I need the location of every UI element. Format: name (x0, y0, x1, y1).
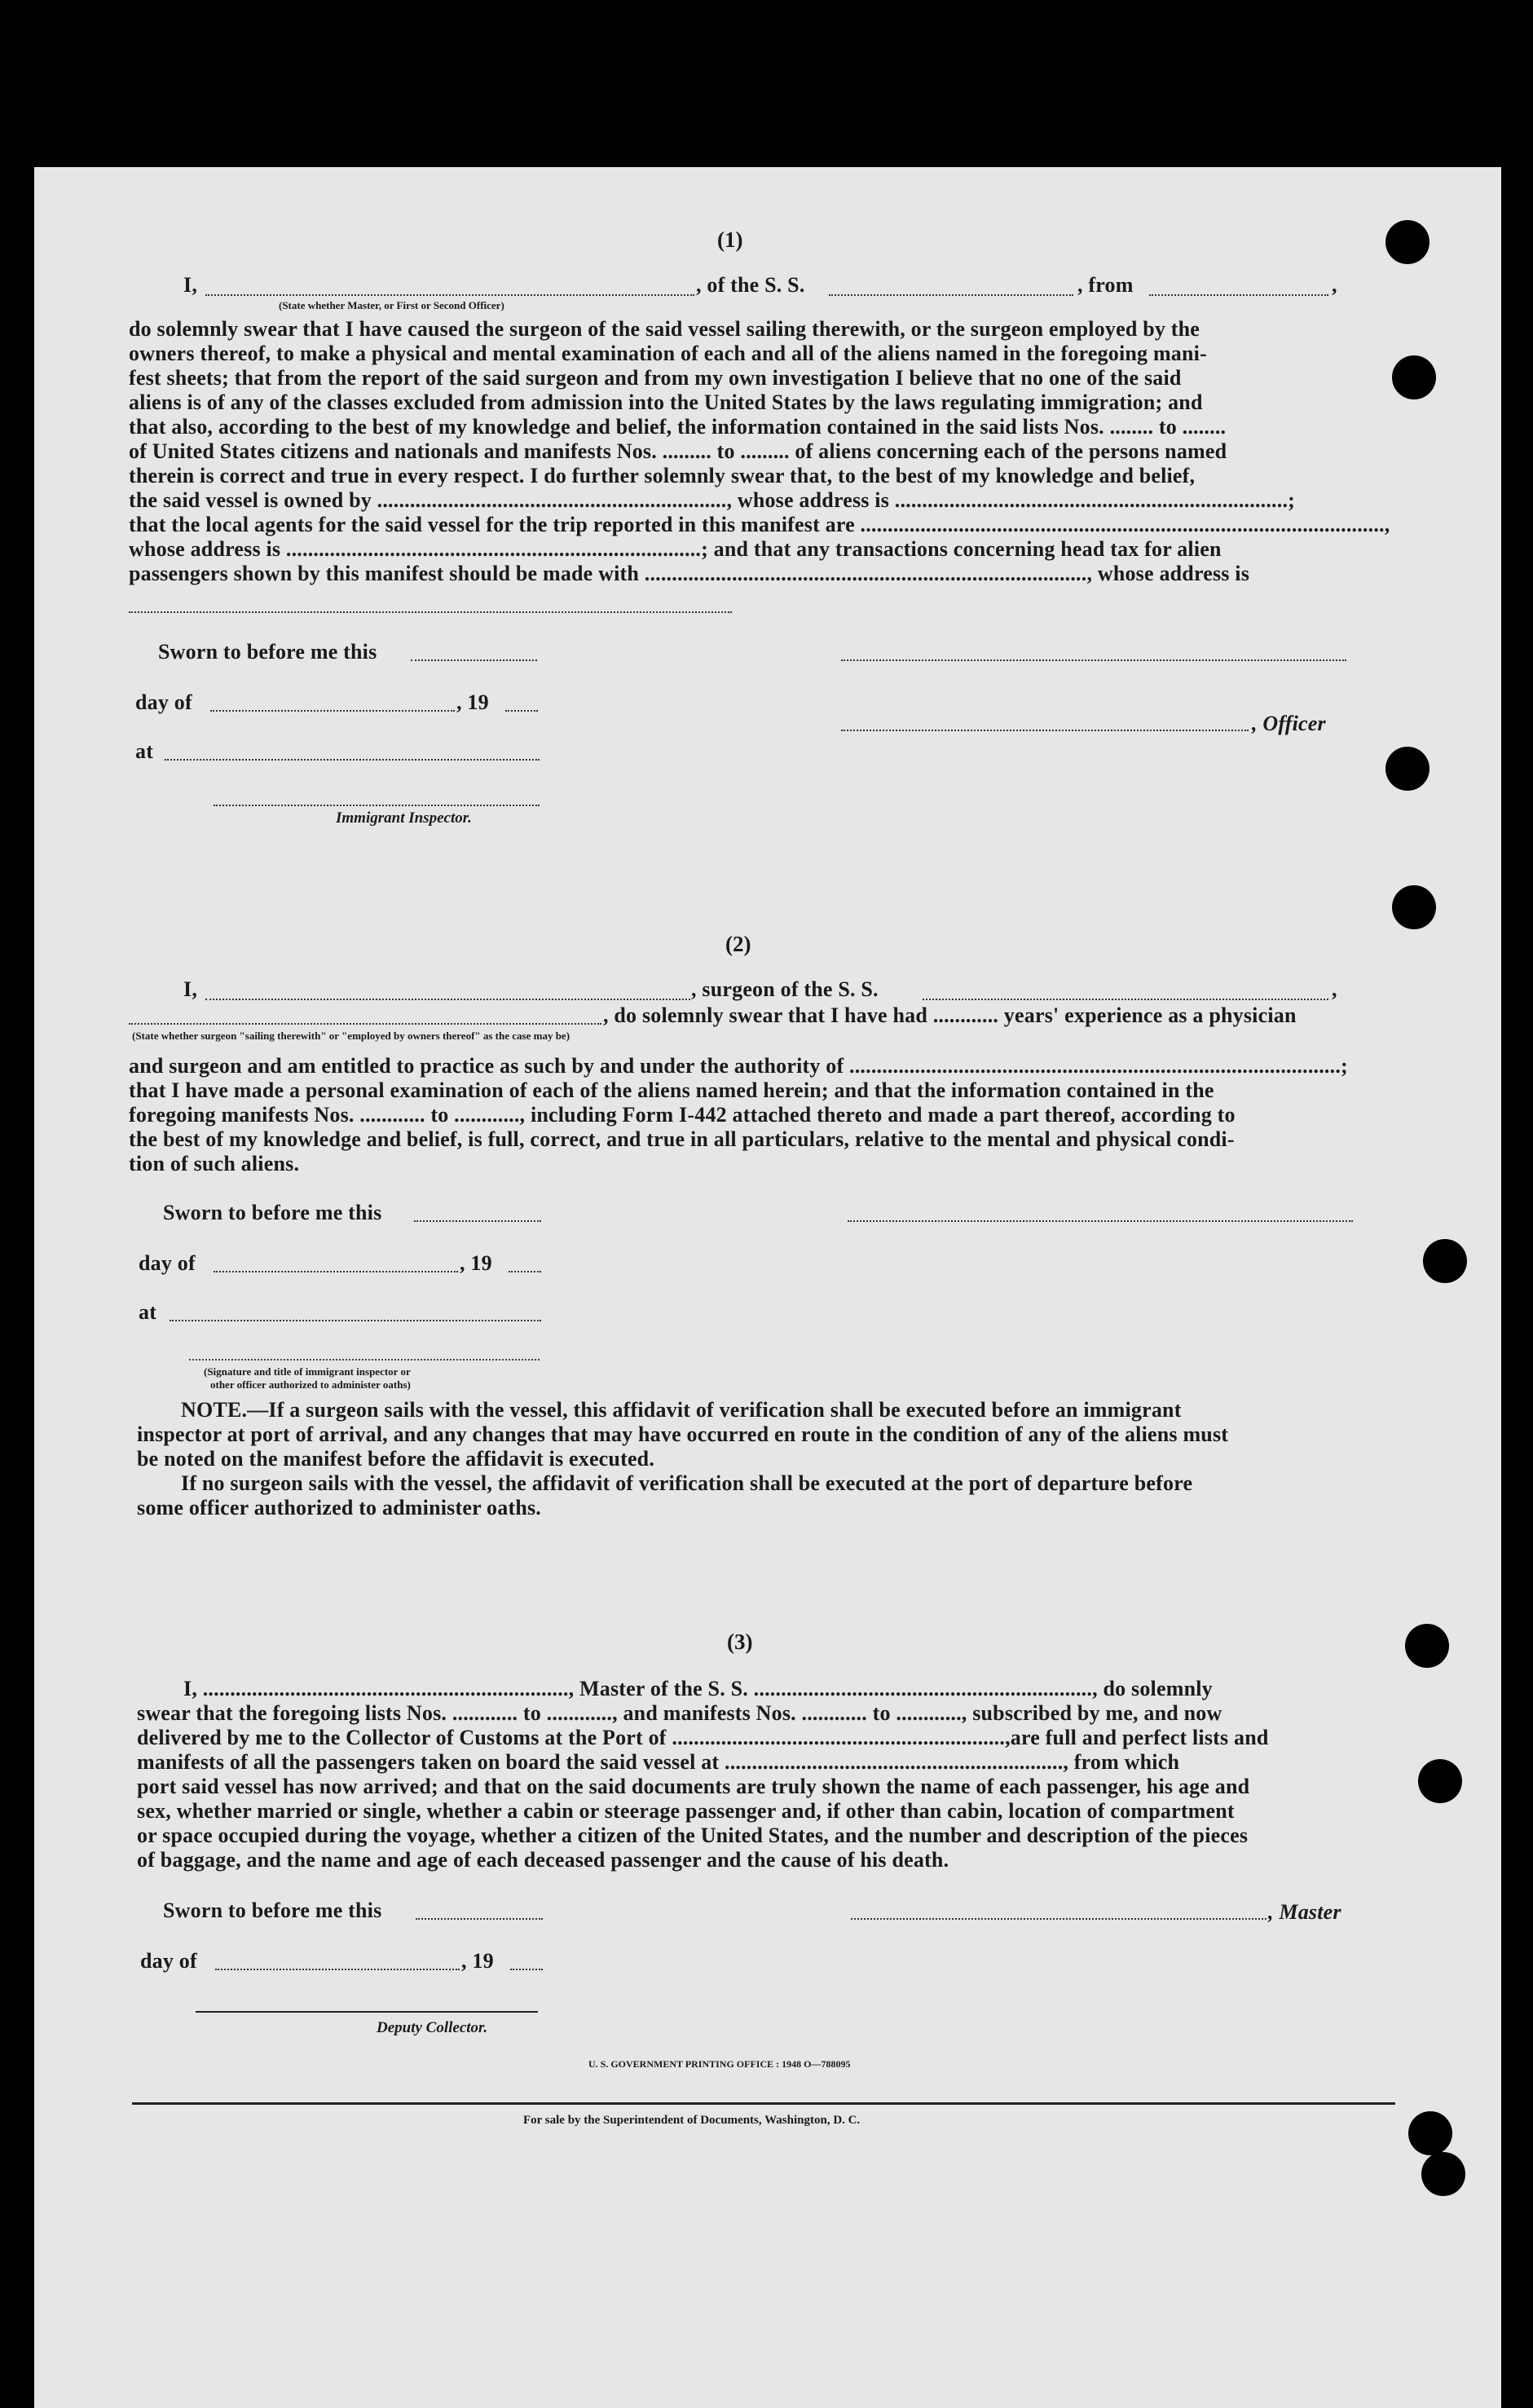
s1-from-label: , from (1077, 273, 1134, 297)
binder-hole-icon (1385, 220, 1429, 264)
s1-body-line-2: fest sheets; that from the report of the said surgeon and from my own investigation I believe that no one of the said (129, 366, 1182, 390)
s3-master-field[interactable] (851, 1918, 1266, 1920)
binder-hole-icon (1385, 747, 1429, 791)
for-sale-note: For sale by the Superintendent of Documents, Washington, D. C. (523, 2114, 861, 2127)
s1-inspector-label: Immigrant Inspector. (336, 809, 472, 827)
section-2-number: (2) (725, 932, 751, 956)
s1-comma: , (1332, 273, 1337, 297)
s1-year-field[interactable] (505, 710, 538, 712)
s1-from-field[interactable] (1149, 294, 1328, 296)
s2-signature-field[interactable] (848, 1220, 1353, 1222)
s2-body-line-3: the best of my knowledge and belief, is full, correct, and true in all particulars, relative to the mental and physical condi- (129, 1127, 1235, 1151)
s2-year-field[interactable] (509, 1271, 541, 1272)
printing-office-note: U. S. GOVERNMENT PRINTING OFFICE : 1948 O—788095 (588, 2058, 851, 2070)
s2-comma: , (1332, 977, 1337, 1001)
s2-surgeon-of-label: , surgeon of the S. S. (691, 977, 879, 1001)
s1-day-of-label: day of (135, 690, 192, 714)
s1-rank-hint: (State whether Master, or First or Second Officer) (279, 299, 504, 311)
s2-year-label: , 19 (460, 1251, 492, 1275)
s3-body-line-1: swear that the foregoing lists Nos. ............ to ............, and manifests Nos. ............ to ............, subscribed by me, and now (137, 1701, 1222, 1725)
s1-officer-field[interactable] (841, 730, 1249, 731)
s3-body-line-0: I, ..................................................................., Master of the S. S. .............................................................., do solemnly (183, 1677, 1213, 1700)
s2-note-line-2: be noted on the manifest before the affidavit is executed. (137, 1447, 655, 1471)
s1-body-line-8: that the local agents for the said vessel for the trip reported in this manifest are ................................................................................................, (129, 513, 1390, 536)
s3-year-field[interactable] (510, 1969, 543, 1970)
s2-status-hint: (State whether surgeon "sailing therewith" or "employed by owners thereof" as the case may be) (132, 1030, 570, 1042)
s2-note-line-4: some officer authorized to administer oaths. (137, 1496, 541, 1519)
s1-body-line-10: passengers shown by this manifest should be made with ................................................................................., whose address is (129, 562, 1250, 585)
s2-ship-field[interactable] (923, 999, 1328, 1000)
s1-inspector-field[interactable] (214, 805, 540, 806)
s2-sig-hint-2: other officer authorized to administer oaths) (210, 1378, 411, 1391)
s2-sworn-field[interactable] (414, 1220, 541, 1222)
s2-note-line-0: NOTE.—If a surgeon sails with the vessel, this affidavit of verification shall be executed before an immigrant (181, 1398, 1182, 1422)
s2-at-label: at (139, 1300, 157, 1324)
s2-name-field[interactable] (205, 999, 690, 1000)
s1-day-field[interactable] (210, 710, 455, 712)
s1-body-line-1: owners thereof, to make a physical and mental examination of each and all of the aliens named in the foregoing mani- (129, 342, 1207, 365)
s1-body-line-4: that also, according to the best of my knowledge and belief, the information contained in the said lists Nos. ........ to ........ (129, 415, 1227, 439)
s1-body-line-7: the said vessel is owned by ................................................................, whose address is ........................................................................; (129, 488, 1295, 512)
s3-day-of-label: day of (140, 1949, 197, 1973)
binder-hole-icon (1392, 885, 1436, 929)
section-1-number: (1) (717, 227, 743, 252)
s3-body-line-7: of baggage, and the name and age of each deceased passenger and the cause of his death. (137, 1848, 949, 1872)
s2-day-of-label: day of (139, 1251, 196, 1275)
s3-sworn-field[interactable] (416, 1918, 543, 1920)
s1-of-ss-label: , of the S. S. (696, 273, 805, 297)
bottom-rule (132, 2102, 1395, 2105)
s3-collector-label: Deputy Collector. (377, 2019, 488, 2036)
s2-status-field[interactable] (129, 1023, 601, 1025)
s1-rank-field[interactable] (205, 294, 694, 296)
s3-body-line-5: sex, whether married or single, whether a cabin or steerage passenger and, if other than cabin, location of compartment (137, 1799, 1235, 1823)
s1-body-line-5: of United States citizens and nationals and manifests Nos. ......... to ......... of aliens concerning each of the persons named (129, 439, 1227, 463)
s2-body-line-1: that I have made a personal examination of each of the aliens named herein; and that the information contained in the (129, 1078, 1214, 1102)
s2-i-label: I, (183, 977, 198, 1001)
s3-master-label: , Master (1268, 1900, 1341, 1924)
s1-body-line-3: aliens is of any of the classes excluded from admission into the United States by the laws regulating immigration; and (129, 390, 1203, 414)
s1-body-line-0: do solemnly swear that I have caused the surgeon of the said vessel sailing therewith, or the surgeon employed by the (129, 317, 1200, 341)
s1-body-line-9: whose address is ............................................................................; and that any transactions concerning head tax for alien (129, 537, 1222, 561)
manifest-page (34, 167, 1501, 2408)
s1-at-field[interactable] (165, 759, 540, 761)
s2-note-line-3: If no surgeon sails with the vessel, the affidavit of verification shall be executed at the port of departure before (181, 1471, 1193, 1495)
s2-sig-hint-1: (Signature and title of immigrant inspector or (204, 1365, 411, 1378)
s2-body-line-2: foregoing manifests Nos. ............ to ............, including Form I-442 attached thereto and made a part thereof, according to (129, 1103, 1236, 1127)
s3-collector-line[interactable] (196, 2011, 538, 2013)
binder-hole-icon (1405, 1624, 1449, 1668)
s3-body-line-4: port said vessel has now arrived; and that on the said documents are truly shown the name of each passenger, his age and (137, 1775, 1250, 1798)
binder-hole-icon (1421, 2152, 1465, 2196)
binder-hole-icon (1408, 2111, 1452, 2155)
s2-body-line-0: and surgeon and am entitled to practice as such by and under the authority of ..........................................................................................; (129, 1054, 1348, 1078)
s2-at-field[interactable] (170, 1320, 541, 1321)
s1-address-field[interactable] (129, 611, 732, 613)
s2-day-field[interactable] (214, 1271, 458, 1272)
s3-sworn-label: Sworn to before me this (163, 1899, 382, 1922)
s3-day-field[interactable] (215, 1969, 460, 1970)
s3-body-line-6: or space occupied during the voyage, whether a citizen of the United States, and the number and description of the pieces (137, 1824, 1249, 1847)
s1-year-label: , 19 (456, 690, 489, 714)
s2-swear-line: , do solemnly swear that I have had ............ years' experience as a physician (603, 1003, 1297, 1027)
section-3-number: (3) (727, 1630, 753, 1654)
s1-at-label: at (135, 739, 154, 763)
s3-body-line-2: delivered by me to the Collector of Customs at the Port of .............................................................,are full and perfect lists and (137, 1726, 1269, 1749)
binder-hole-icon (1423, 1239, 1467, 1283)
s3-body-line-3: manifests of all the passengers taken on board the said vessel at .............................................................., from which (137, 1750, 1180, 1774)
s2-sworn-label: Sworn to before me this (163, 1201, 382, 1224)
binder-hole-icon (1418, 1759, 1462, 1803)
binder-hole-icon (1392, 355, 1436, 399)
s3-year-label: , 19 (461, 1949, 494, 1973)
s1-signature-field-1[interactable] (841, 659, 1346, 661)
s1-officer-label: , Officer (1252, 712, 1326, 735)
s1-body-line-6: therein is correct and true in every respect. I do further solemnly swear that, to the best of my knowledge and belief, (129, 464, 1196, 487)
s2-body-line-4: tion of such aliens. (129, 1152, 300, 1175)
s2-note-line-1: inspector at port of arrival, and any changes that may have occurred en route in the condition of any of the aliens must (137, 1422, 1229, 1446)
s1-ship-field[interactable] (829, 294, 1073, 296)
s2-inspector-field[interactable] (189, 1359, 540, 1361)
s1-sworn-label: Sworn to before me this (158, 640, 377, 664)
s1-sworn-field[interactable] (411, 659, 537, 661)
s1-i-label: I, (183, 273, 198, 297)
